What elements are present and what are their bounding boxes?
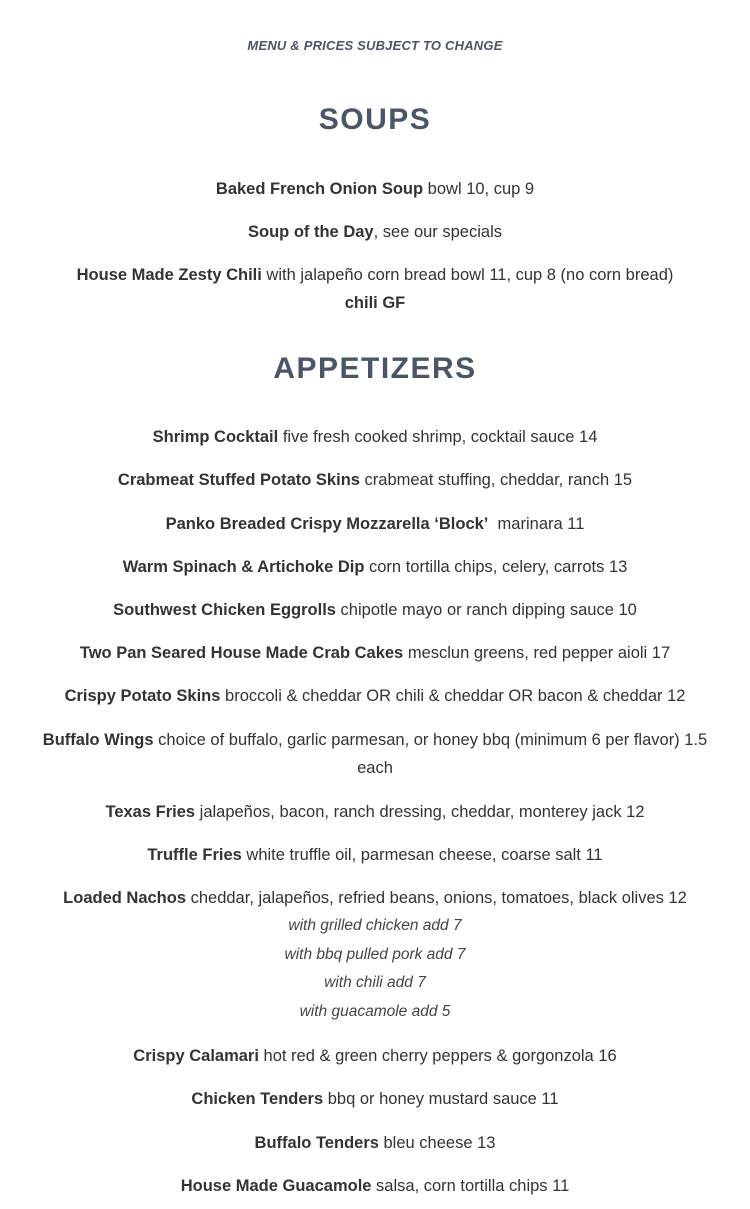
- item-description: mesclun greens, red pepper aioli 17: [403, 644, 671, 662]
- menu-item: [20, 1172, 730, 1200]
- item-name: Buffalo Wings: [42, 731, 154, 749]
- item-name: Truffle Fries: [147, 846, 242, 864]
- item-addon: with guacamole add 5: [299, 1002, 451, 1020]
- menu-item: [10, 682, 740, 710]
- menu-item: [20, 639, 730, 667]
- menu-item: [20, 1129, 730, 1157]
- menu-item: [10, 884, 740, 1026]
- item-name: House Made Guacamole: [180, 1177, 372, 1195]
- item-description: cheddar, jalapeños, refried beans, onions, tomatoes, black olives 12: [186, 889, 687, 907]
- item-description: corn tortilla chips, celery, carrots 13: [364, 558, 628, 576]
- menu-item: [20, 175, 730, 203]
- item-description: , see our specials: [373, 223, 502, 241]
- item-description: broccoli & cheddar OR chili & cheddar OR bacon & cheddar 12: [220, 687, 686, 705]
- item-name: Southwest Chicken Eggrolls: [113, 601, 336, 619]
- item-name: Shrimp Cocktail: [152, 428, 279, 446]
- item-name: Two Pan Seared House Made Crab Cakes: [79, 644, 404, 662]
- item-addon: with chili add 7: [324, 974, 426, 991]
- item-note: chili GF: [344, 294, 406, 312]
- item-description: salsa, corn tortilla chips 11: [371, 1177, 570, 1195]
- menu-item: [20, 423, 730, 451]
- menu-item: [20, 553, 730, 581]
- item-name: House Made Zesty Chili: [76, 266, 262, 284]
- menu-item: [20, 596, 730, 624]
- item-name: Buffalo Tenders: [254, 1134, 379, 1152]
- item-description: choice of buffalo, garlic parmesan, or honey bbq (minimum 6 per flavor) 1.5 each: [153, 731, 708, 777]
- item-description: bleu cheese 13: [378, 1134, 496, 1152]
- item-name: Crispy Calamari: [133, 1047, 259, 1065]
- item-addon: with bbq pulled pork add 7: [284, 945, 466, 963]
- item-description: with jalapeño corn bread bowl 11, cup 8 (no corn bread): [261, 266, 674, 284]
- menu-item: [20, 841, 730, 869]
- item-addon: with grilled chicken add 7: [288, 917, 462, 934]
- item-name: Crispy Potato Skins: [64, 687, 221, 705]
- item-name: Warm Spinach & Artichoke Dip: [122, 558, 365, 576]
- menu-item: [20, 1042, 730, 1070]
- item-name: Soup of the Day: [248, 223, 374, 241]
- item-description: crabmeat stuffing, cheddar, ranch 15: [359, 471, 633, 489]
- menu-item: [30, 726, 720, 782]
- item-description: white truffle oil, parmesan cheese, coarse salt 11: [241, 846, 603, 864]
- item-name: Texas Fries: [105, 803, 196, 821]
- item-name: Loaded Nachos: [63, 889, 187, 907]
- item-description: jalapeños, bacon, ranch dressing, cheddar, monterey jack 12: [195, 803, 645, 821]
- menu-item: [20, 466, 730, 494]
- section-title-appetizers: APPETIZERS: [273, 352, 477, 385]
- item-name: Crabmeat Stuffed Potato Skins: [117, 471, 360, 489]
- menu-item: [20, 218, 730, 246]
- item-description: bowl 10, cup 9: [423, 180, 535, 198]
- item-name: Chicken Tenders: [191, 1090, 324, 1108]
- price-notice: MENU & PRICES SUBJECT TO CHANGE: [247, 38, 503, 53]
- menu-item: [20, 1085, 730, 1113]
- item-description: marinara 11: [488, 515, 585, 533]
- item-description: chipotle mayo or ranch dipping sauce 10: [335, 601, 637, 619]
- item-description: bbq or honey mustard sauce 11: [323, 1090, 559, 1108]
- item-name: Panko Breaded Crispy Mozzarella ‘Block’: [165, 515, 489, 533]
- item-description: five fresh cooked shrimp, cocktail sauce 14: [278, 428, 598, 446]
- menu-item: [20, 798, 730, 826]
- item-name: Baked French Onion Soup: [215, 180, 424, 198]
- menu-item: [20, 261, 730, 317]
- section-title-soups: SOUPS: [318, 103, 432, 136]
- item-description: hot red & green cherry peppers & gorgonzola 16: [258, 1047, 617, 1065]
- menu-item: [20, 510, 730, 538]
